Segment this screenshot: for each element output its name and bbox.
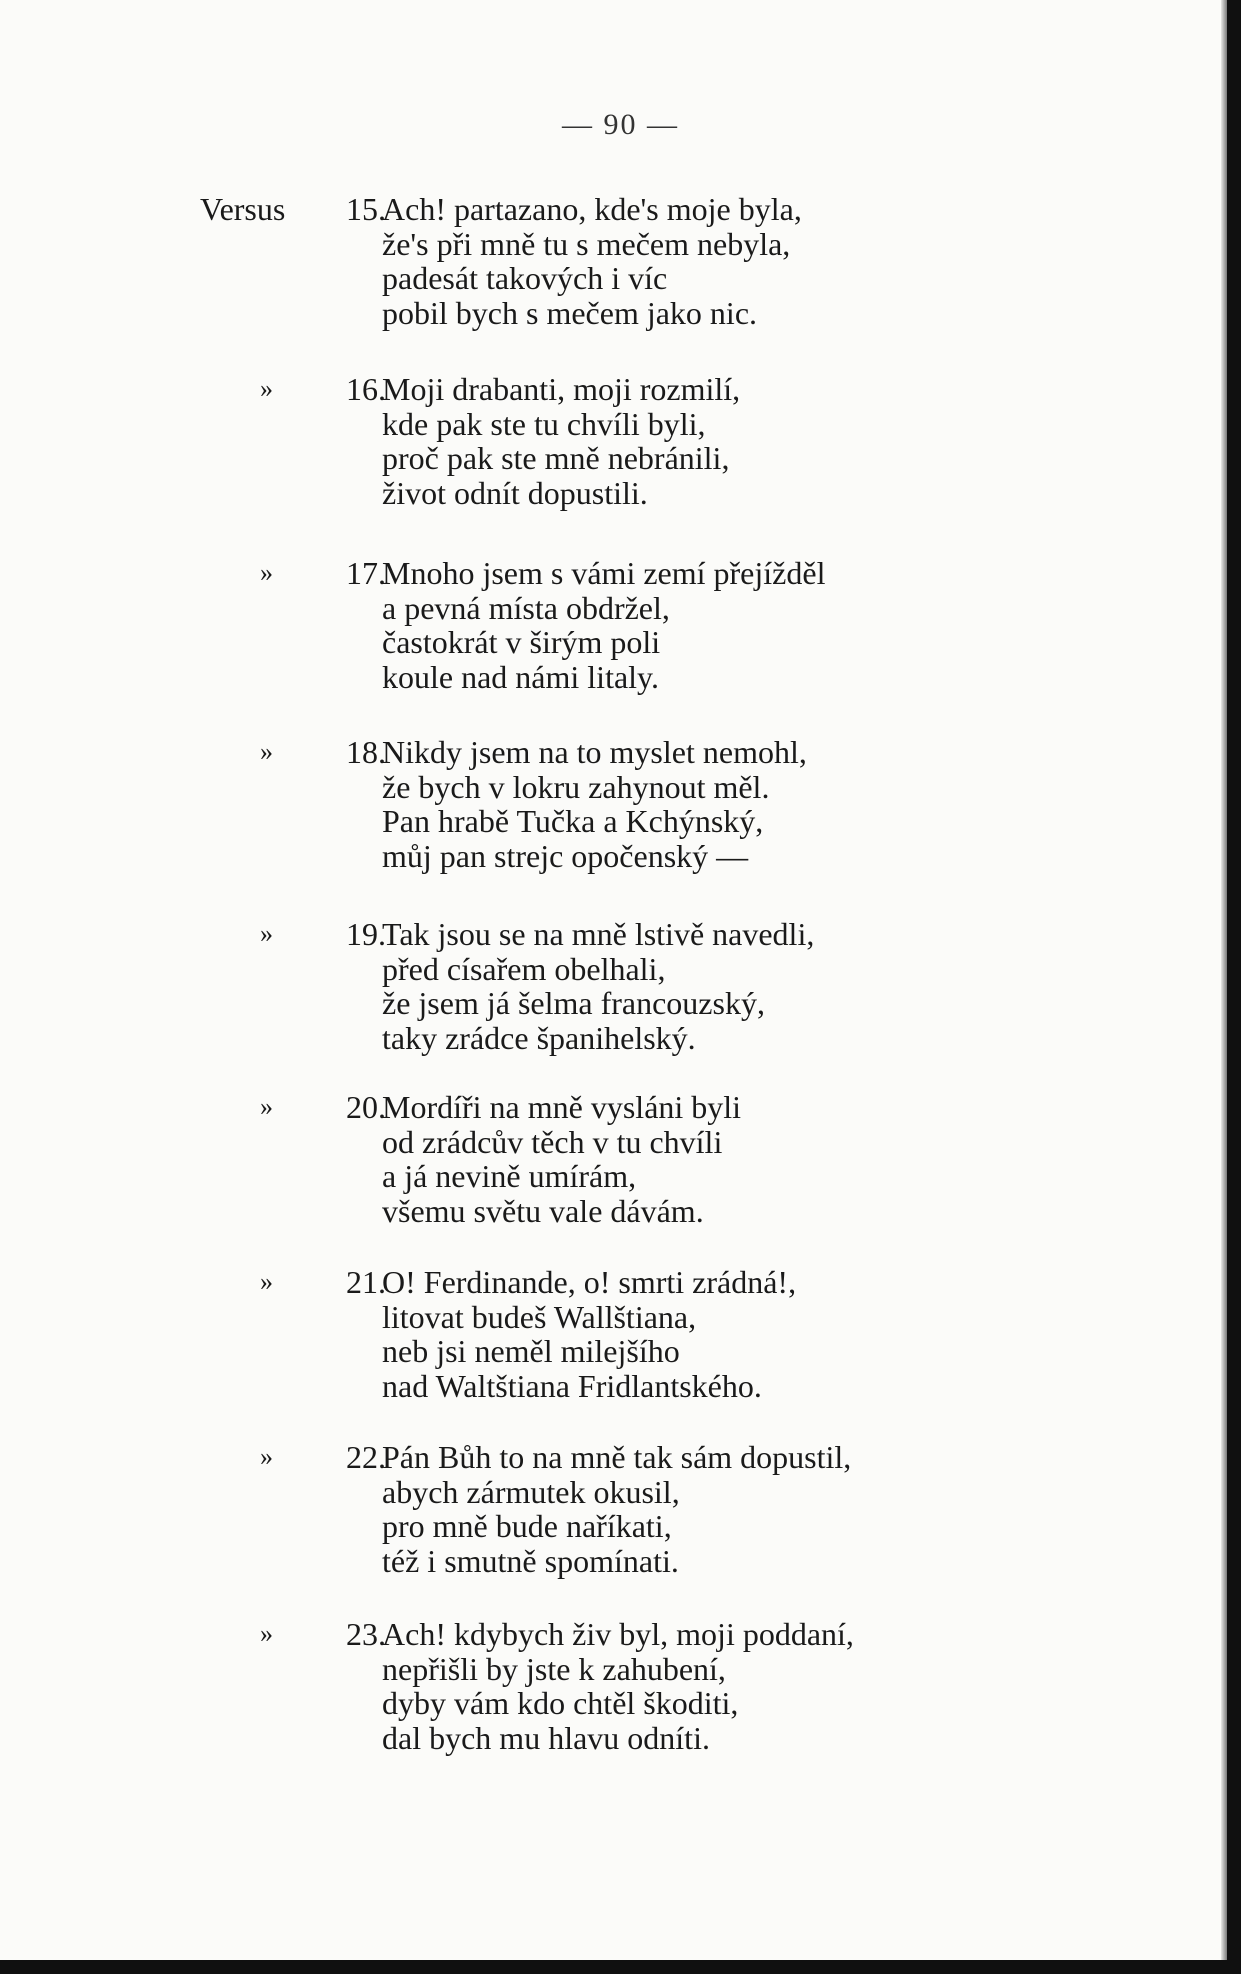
verse-line: Moji drabanti, moji rozmilí,	[382, 371, 741, 407]
scan-edge-bottom	[0, 1960, 1241, 1974]
verse-line: padesát takových i víc	[382, 260, 668, 296]
verse-line: častokrát v širým poli	[382, 624, 661, 660]
verse-line: též i smutně spomínati.	[382, 1542, 679, 1579]
verse-line: koule nad námi litaly.	[382, 658, 659, 695]
verse-prefix: Versus	[200, 191, 286, 227]
verse-lines	[382, 1617, 854, 1755]
verse-line: a pevná místa obdržel,	[382, 589, 670, 626]
verse-line: že's při mně tu s mečem nebyla,	[382, 225, 791, 262]
verse-number: 18.	[346, 734, 386, 770]
verse-line: Ach! partazano, kde's moje byla,	[382, 191, 802, 227]
verse-lines	[382, 735, 807, 873]
verse-number: 23.	[346, 1616, 386, 1652]
verse-line: před císařem obelhali,	[382, 950, 666, 987]
verse-number: 22.	[346, 1439, 386, 1475]
verse-line: můj pan strejc opočenský —	[382, 837, 749, 874]
verse-number: 21.	[346, 1264, 386, 1300]
verse-line: život odnít dopustili.	[382, 474, 648, 511]
verse-number: 19.	[346, 916, 386, 952]
verse-number: 20.	[346, 1089, 386, 1125]
ditto-mark: »	[260, 1267, 273, 1296]
verse-line: že bych v lokru zahynout měl.	[382, 768, 770, 805]
verse-line: kde pak ste tu chvíli byli,	[382, 405, 706, 442]
ditto-mark: »	[260, 374, 273, 403]
verse-line: a já nevině umírám,	[382, 1158, 637, 1194]
verse-line: taky zrádce španihelský.	[382, 1019, 696, 1056]
verse-line: Mnoho jsem s vámi zemí přejížděl	[382, 555, 826, 591]
verse-line: všemu světu vale dávám.	[382, 1192, 704, 1229]
verse-line: dal bych mu hlavu odníti.	[382, 1719, 710, 1756]
verse-lines	[382, 556, 825, 694]
ditto-mark: »	[260, 737, 273, 766]
page-number: — 90 —	[562, 108, 679, 141]
verse-lines	[382, 1440, 851, 1578]
verse-line: dyby vám kdo chtěl škoditi,	[382, 1685, 739, 1721]
scan-edge-right	[1227, 0, 1241, 1974]
verse-number: 16.	[346, 371, 386, 407]
verse-lines	[382, 1265, 796, 1403]
ditto-mark: »	[260, 558, 273, 587]
ditto-mark: »	[260, 919, 273, 948]
verse-line: že jsem já šelma francouzský,	[382, 985, 765, 1021]
verse-line: Mordíři na mně vysláni byli	[382, 1089, 742, 1125]
verse-line: Pan hrabě Tučka a Kchýnský,	[382, 803, 764, 839]
ditto-mark: »	[260, 1442, 273, 1471]
verse-line: O! Ferdinande, o! smrti zrádná!,	[382, 1264, 797, 1300]
ditto-mark: »	[260, 1619, 273, 1648]
verse-line: litovat budeš Wallštiana,	[382, 1298, 697, 1335]
verse-line: od zrádcův těch v tu chvíli	[382, 1123, 723, 1160]
verse-lines	[382, 917, 814, 1055]
verse-line: nepřišli by jste k zahubení,	[382, 1650, 726, 1687]
verse-line: pobil bych s mečem jako nic.	[382, 294, 758, 331]
verse-lines	[382, 1090, 741, 1228]
verse-number: 15.	[346, 191, 386, 227]
verse-line: Ach! kdybych živ byl, moji poddaní,	[382, 1616, 854, 1652]
verse-line: neb jsi neměl milejšího	[382, 1333, 680, 1369]
verse-number: 17.	[346, 555, 386, 591]
verse-lines	[382, 372, 740, 510]
verse-line: Tak jsou se na mně lstivě navedli,	[382, 916, 815, 952]
verse-line: pro mně bude naříkati,	[382, 1508, 672, 1544]
verse-line: nad Waltštiana Fridlantského.	[382, 1367, 762, 1404]
verse-lines	[382, 192, 802, 330]
verse-line: abych zármutek okusil,	[382, 1473, 680, 1510]
verse-line: proč pak ste mně nebránili,	[382, 440, 730, 476]
verse-line: Pán Bůh to na mně tak sám dopustil,	[382, 1439, 852, 1475]
ditto-mark: »	[260, 1092, 273, 1121]
verse-line: Nikdy jsem na to myslet nemohl,	[382, 734, 807, 770]
